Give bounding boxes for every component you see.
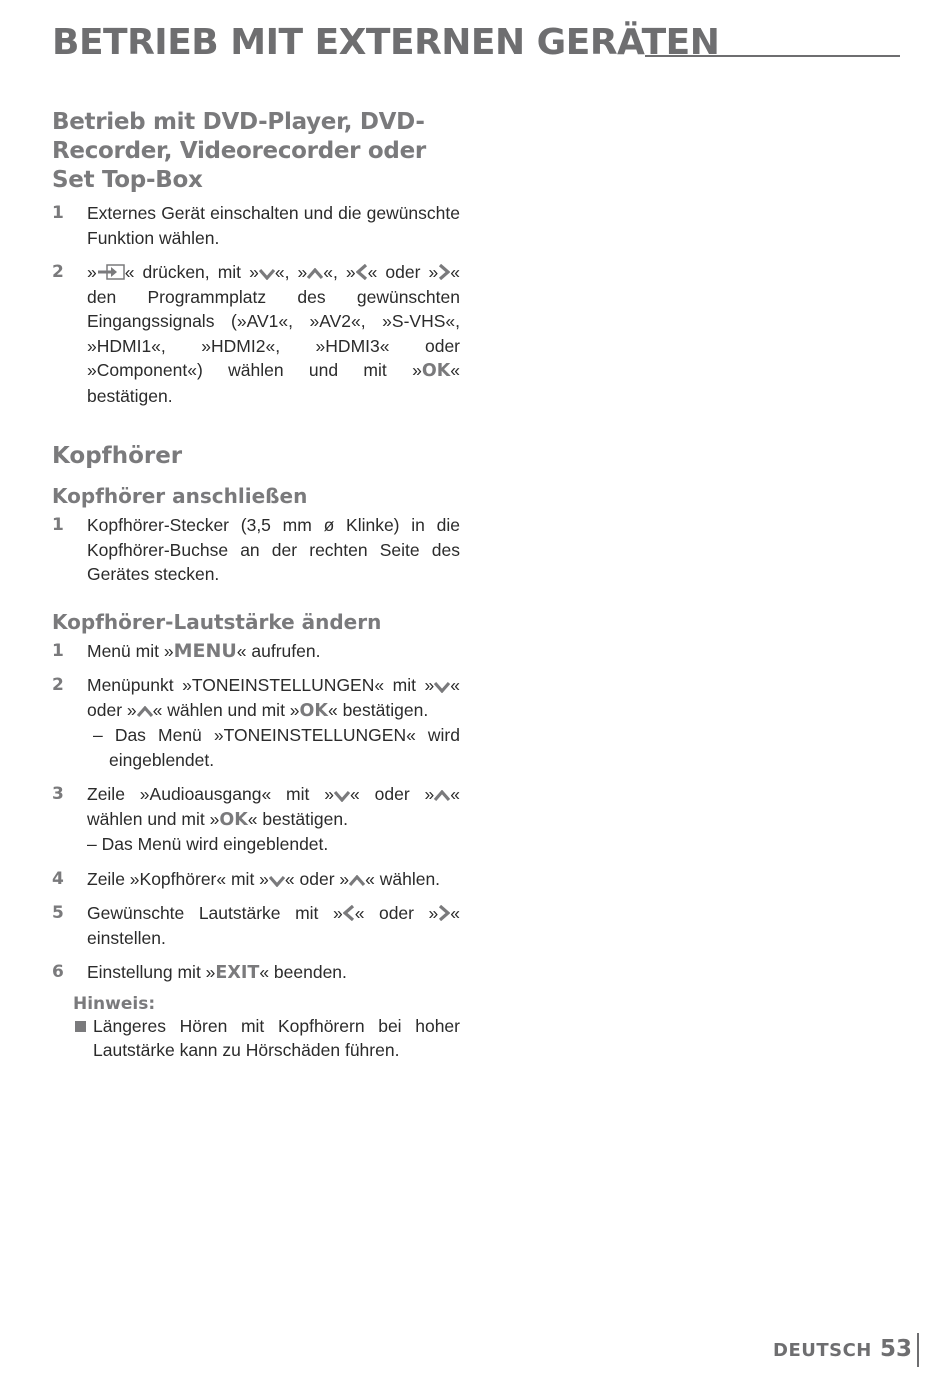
text-fragment: » — [87, 262, 97, 282]
step-text — [87, 673, 460, 723]
step-number: 1 — [52, 203, 64, 223]
step-number: 5 — [52, 903, 64, 923]
chevron-down-icon — [434, 681, 450, 693]
text-fragment: Gewünschte Lautstärke mit » — [87, 903, 343, 923]
text-fragment: « oder » — [350, 784, 435, 804]
source-input-icon — [97, 264, 125, 280]
step-text: Kopfhörer-Stecker (3,5 mm ø Klinke) in die Kopfhörer-Buchse an der rechten Seite des Gerätes stecken. — [87, 515, 460, 584]
text-fragment: « bestätigen. — [87, 360, 460, 406]
exit-key: EXIT — [215, 963, 260, 983]
step-text: Externes Gerät einschalten und die gewünschte Funktion wählen. — [87, 203, 460, 248]
dvd-heading-line-3: Set Top-Box — [52, 167, 203, 193]
step-number: 1 — [52, 515, 64, 535]
text-fragment: « drücken, mit » — [124, 262, 259, 282]
volume-step-6 — [52, 960, 460, 986]
volume-heading: Kopfhörer-Lautstärke ändern — [52, 609, 382, 634]
ok-key: OK — [421, 361, 451, 381]
text-fragment: « beenden. — [259, 962, 347, 982]
chevron-left-icon — [356, 264, 368, 280]
text-fragment: « oder » — [354, 903, 439, 923]
note-title: Hinweis: — [73, 993, 156, 1014]
dvd-step-1 — [52, 201, 460, 250]
headphones-heading: Kopfhörer — [52, 443, 183, 469]
dvd-heading-line-2: Recorder, Videorecorder oder — [52, 138, 426, 164]
note-text: Längeres Hören mit Kopfhörern bei hoher Lautstärke kann zu Hörschäden führen. — [93, 1015, 460, 1060]
page-number: 53 — [880, 1336, 913, 1362]
chevron-up-icon — [307, 268, 323, 280]
step-number: 6 — [52, 962, 64, 982]
menu-key: MENU — [173, 639, 237, 662]
step-text — [87, 639, 460, 664]
chevron-left-icon — [343, 905, 355, 921]
text-fragment: « wählen und mit » — [87, 784, 461, 829]
footer-divider — [917, 1333, 919, 1367]
chevron-right-icon — [438, 264, 450, 280]
step-text — [87, 960, 460, 986]
text-fragment: «, » — [323, 262, 356, 282]
chevron-up-icon — [137, 706, 153, 718]
text-fragment: « oder » — [367, 262, 439, 282]
text-fragment: « bestätigen. — [247, 808, 348, 829]
step-result: – Das Menü wird eingeblendet. — [87, 834, 329, 854]
step-text — [87, 782, 460, 832]
ok-key: OK — [219, 809, 248, 830]
volume-step-1 — [52, 639, 460, 664]
step-number: 2 — [52, 675, 64, 695]
page-title: BETRIEB MIT EXTERNEN GERÄTEN — [52, 22, 720, 63]
volume-step-3 — [52, 782, 460, 857]
text-fragment: Menüpunkt »TONEINSTELLUNGEN« mit » — [87, 675, 435, 695]
chevron-right-icon — [438, 905, 450, 921]
text-fragment: « wählen und mit » — [152, 699, 300, 720]
text-fragment: Menü mit » — [87, 640, 174, 661]
volume-step-5 — [52, 901, 460, 950]
text-fragment: « bestätigen. — [327, 699, 429, 720]
step-number: 1 — [52, 640, 64, 661]
footer-language: DEUTSCH — [773, 1340, 872, 1361]
dvd-heading — [52, 108, 460, 195]
text-fragment: « oder » — [284, 868, 350, 889]
dvd-step-2 — [52, 260, 460, 408]
volume-step-4 — [52, 867, 460, 892]
main-column — [52, 108, 460, 1063]
chevron-up-icon — [434, 790, 450, 802]
text-fragment: « wählen. — [365, 868, 441, 889]
note-item — [73, 1014, 460, 1063]
text-fragment: « aufrufen. — [236, 640, 321, 661]
text-fragment: Einstellung mit » — [87, 962, 216, 982]
step-text — [87, 867, 460, 892]
square-bullet-icon — [75, 1021, 86, 1032]
dvd-heading-line-1: Betrieb mit DVD-Player, DVD- — [52, 109, 425, 135]
text-fragment: « den Programmplatz des gewünschten Eingangssignals (»AV1«, »AV2«, »S-VHS«, »HDMI1«, »HDMI2«, »HDMI3« oder »Component«) wählen und mit » — [87, 262, 460, 380]
step-number: 2 — [52, 262, 64, 282]
step-result: – Das Menü »TONEINSTELLUNGEN« wird eingeblendet. — [93, 725, 460, 770]
text-fragment: « einstellen. — [87, 903, 460, 948]
chevron-down-icon — [334, 790, 350, 802]
title-rule — [645, 55, 900, 57]
chevron-down-icon — [259, 268, 275, 280]
step-text — [87, 901, 460, 950]
text-fragment: Zeile »Audioausgang« mit » — [87, 784, 335, 804]
text-fragment: Zeile »Kopfhörer« mit » — [87, 868, 269, 889]
chevron-up-icon — [349, 875, 365, 887]
volume-step-2 — [52, 673, 460, 772]
step-number: 4 — [52, 868, 64, 889]
text-fragment: «, » — [274, 262, 308, 282]
step-number: 3 — [52, 784, 64, 804]
connect-step-1 — [52, 513, 460, 587]
text-fragment: « oder » — [87, 675, 460, 720]
connect-heading: Kopfhörer anschließen — [52, 484, 308, 508]
chevron-down-icon — [269, 875, 285, 887]
step-text — [87, 260, 460, 408]
ok-key: OK — [299, 700, 328, 721]
